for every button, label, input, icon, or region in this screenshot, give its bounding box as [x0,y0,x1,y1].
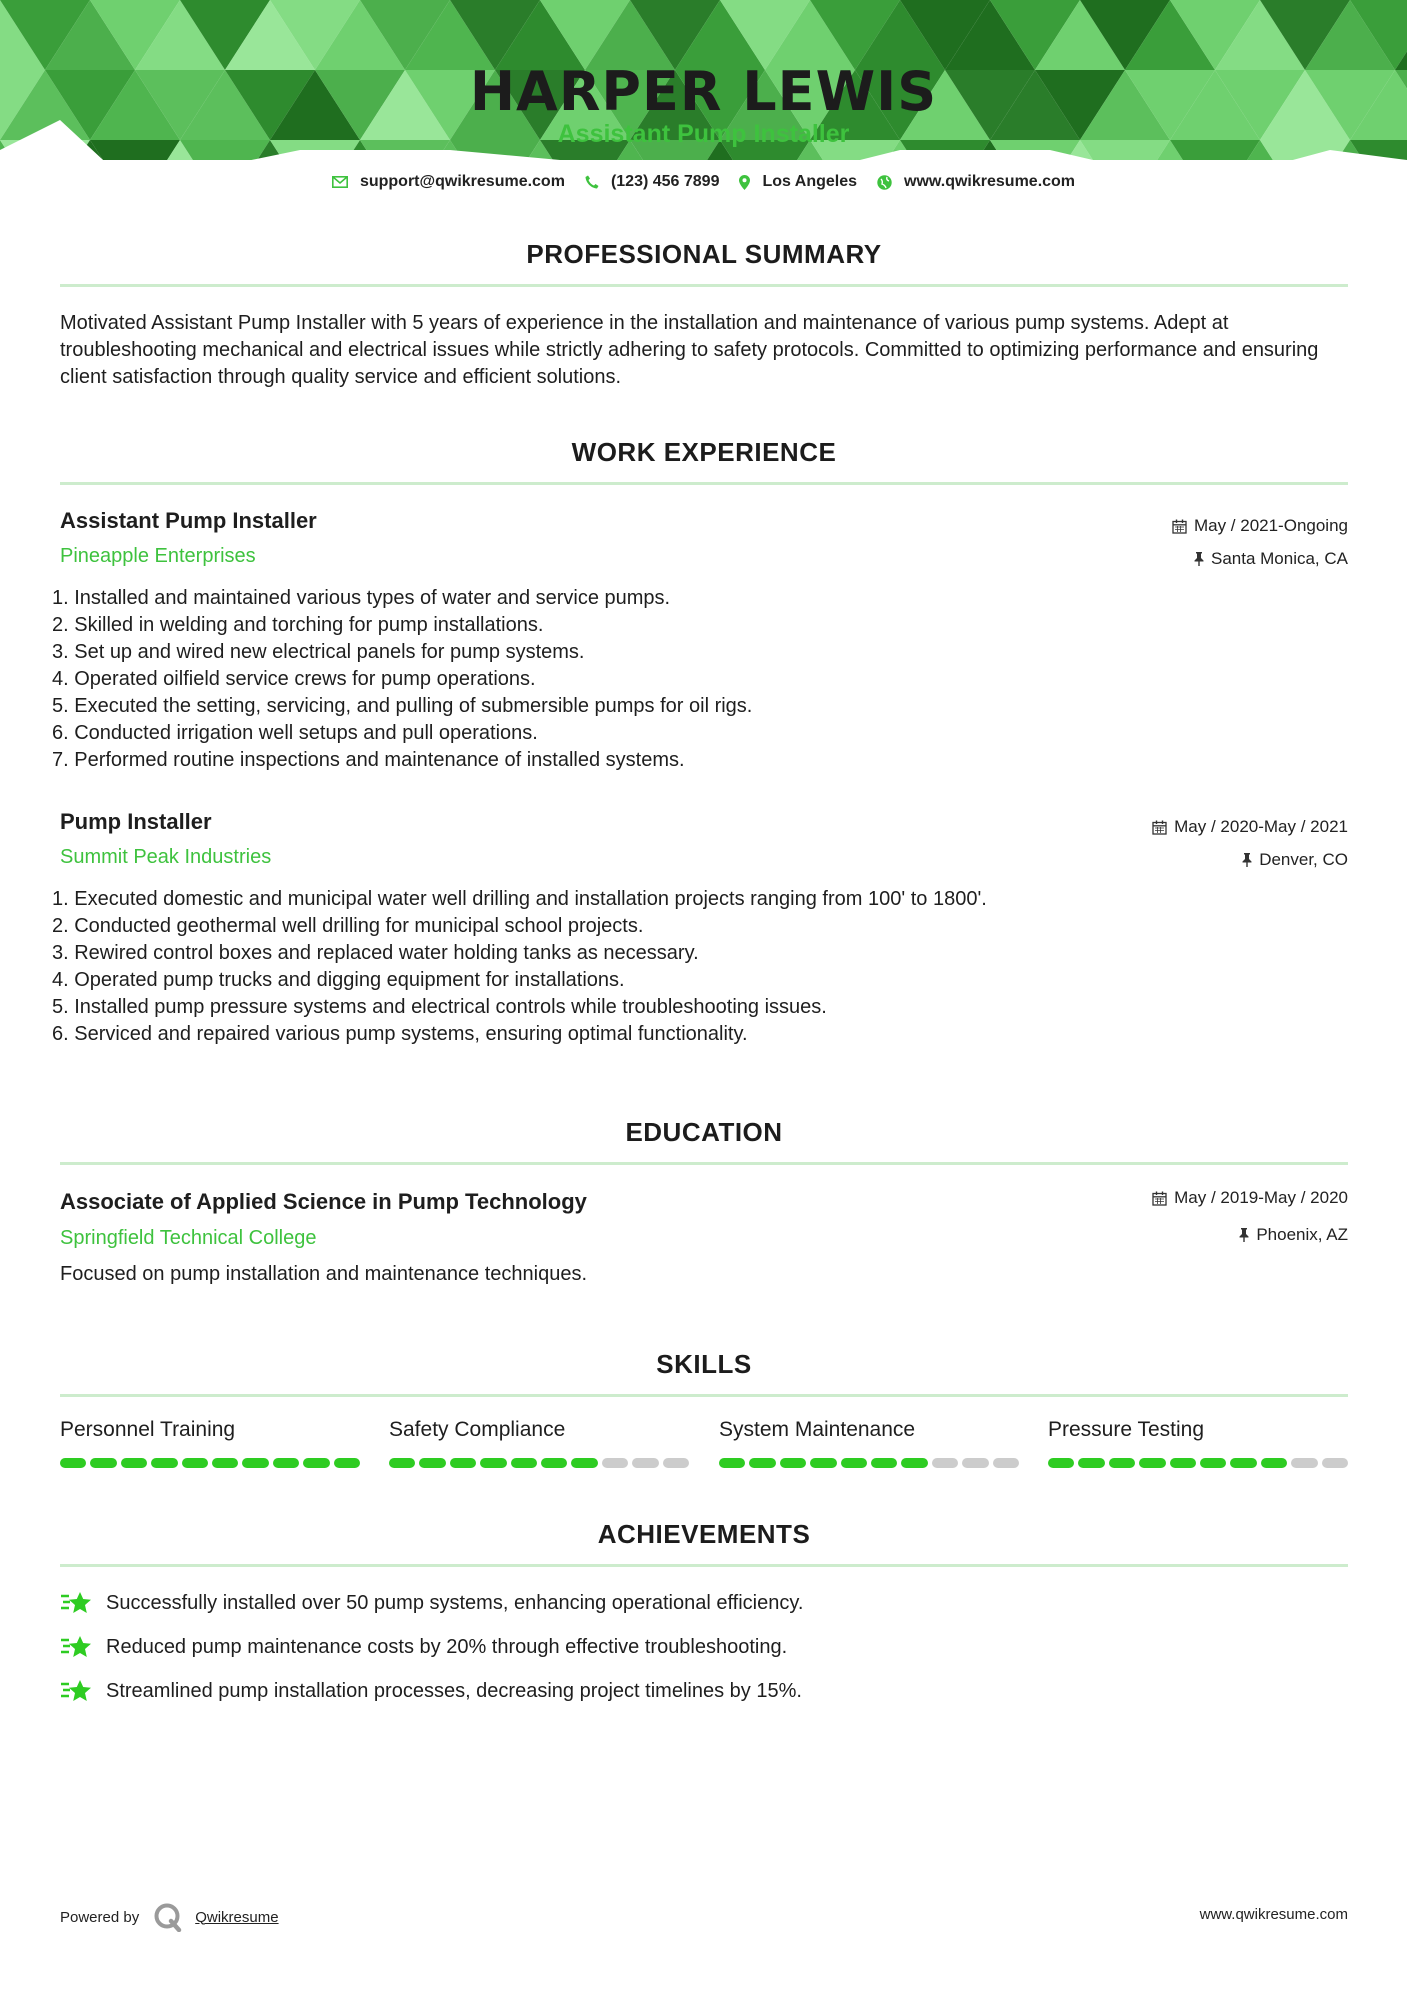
achievement-text: Streamlined pump installation processes, decreasing project timelines by 15%. [106,1679,802,1702]
skill-level-segment [511,1458,537,1468]
contact-phone-text: (123) 456 7899 [610,173,720,190]
skill-level-segment [182,1458,208,1468]
skill-name: Safety Compliance [389,1418,566,1441]
skill-level-segment [541,1458,567,1468]
job-dates-text: May / 2021-Ongoing [1193,516,1348,535]
skill-level-segment [962,1458,988,1468]
list-item: 3. Rewired control boxes and replaced water holding tanks as necessary. [52,942,699,964]
achievement-text: Reduced pump maintenance costs by 20% through effective troubleshooting. [106,1635,788,1658]
achievement-item [60,1634,787,1660]
skill-level-segment [1139,1458,1165,1468]
skill-level-segment [1261,1458,1287,1468]
contact-email-text: support@qwikresume.com [359,173,565,190]
calendar-icon [1152,1191,1167,1206]
skills-heading: SKILLS [656,1349,752,1379]
achievement-item [60,1678,802,1704]
footer-powered-by [60,1902,279,1932]
experience-rule [60,482,1348,485]
skill-level-segment [1109,1458,1135,1468]
pin-icon [1194,552,1204,566]
skill-level-segment [151,1458,177,1468]
skill-level-bar [60,1458,360,1468]
skill-level-segment [90,1458,116,1468]
list-item: 6. Conducted irrigation well setups and pull operations. [52,722,538,744]
skill-level-segment [60,1458,86,1468]
skill-name: System Maintenance [719,1418,916,1441]
skill-level-segment [901,1458,927,1468]
star-icon [60,1634,94,1660]
phone-icon [585,175,599,189]
experience-heading: WORK EXPERIENCE [571,437,837,467]
candidate-name: HARPER LEWIS [469,60,938,123]
skill-level-segment [1291,1458,1317,1468]
map-marker-icon [739,175,750,190]
contact-website[interactable] [877,173,1075,191]
skill-level-segment [450,1458,476,1468]
job-location-text: Santa Monica, CA [1210,549,1348,568]
list-item: 4. Operated pump trucks and digging equipment for installations. [52,969,625,991]
skill-level-segment [121,1458,147,1468]
achievement-item [60,1590,803,1616]
skill-level-segment [1230,1458,1256,1468]
skill-level-bar [389,1458,689,1468]
envelope-icon [332,176,348,188]
powered-by-label: Powered by [60,1908,140,1926]
education-heading: EDUCATION [625,1117,783,1147]
contact-location [739,173,857,191]
list-item: 2. Conducted geothermal well drilling for municipal school projects. [52,915,644,937]
skill-level-segment [663,1458,689,1468]
job-bullets [52,886,987,1048]
education-description: Focused on pump installation and maintenance techniques. [60,1263,588,1285]
skill-item [389,1418,689,1468]
skill-level-segment [303,1458,329,1468]
skill-level-segment [571,1458,597,1468]
skill-level-segment [993,1458,1019,1468]
skill-level-segment [389,1458,415,1468]
pin-icon [1242,853,1252,867]
skill-item [1048,1418,1348,1468]
skill-level-segment [749,1458,775,1468]
skills-rule [60,1394,1348,1397]
list-item: 6. Serviced and repaired various pump systems, ensuring optimal functionality. [52,1023,748,1045]
skill-level-segment [780,1458,806,1468]
qwikresume-link[interactable]: Qwikresume [195,1908,279,1926]
skill-level-segment [273,1458,299,1468]
contact-email[interactable] [332,173,565,191]
skill-level-segment [602,1458,628,1468]
skill-level-segment [1322,1458,1348,1468]
contact-bar [0,173,1407,191]
contact-location-text: Los Angeles [762,173,858,190]
job-company: Pineapple Enterprises [60,545,256,567]
skill-item [60,1418,360,1468]
skill-level-segment [719,1458,745,1468]
list-item: 5. Installed pump pressure systems and electrical controls while troubleshooting issues. [52,996,827,1018]
qwikresume-logo-icon [153,1902,183,1932]
job-dates [1172,516,1348,536]
skill-name: Pressure Testing [1048,1418,1205,1441]
summary-rule [60,284,1348,287]
skill-level-segment [871,1458,897,1468]
skill-level-segment [1048,1458,1074,1468]
list-item: 2. Skilled in welding and torching for pump installations. [52,614,544,636]
skill-level-segment [1170,1458,1196,1468]
job-company: Summit Peak Industries [60,846,272,868]
skill-level-segment [480,1458,506,1468]
skill-level-bar [719,1458,1019,1468]
contact-phone[interactable] [585,173,720,191]
skill-level-segment [841,1458,867,1468]
education-location [1239,1225,1348,1245]
education-school: Springfield Technical College [60,1227,317,1249]
footer-website[interactable]: www.qwikresume.com [1199,1906,1348,1923]
summary-heading: PROFESSIONAL SUMMARY [526,239,882,269]
list-item: 3. Set up and wired new electrical panels for pump systems. [52,641,585,663]
star-icon [60,1590,94,1616]
achievements-rule [60,1564,1348,1567]
skill-name: Personnel Training [60,1418,236,1441]
skill-level-segment [334,1458,360,1468]
skill-item [719,1418,1019,1468]
job-location-text: Denver, CO [1259,850,1348,869]
education-dates [1152,1188,1348,1208]
list-item: 4. Operated oilfield service crews for pump operations. [52,668,536,690]
job-title: Assistant Pump Installer [557,120,850,148]
skill-level-segment [932,1458,958,1468]
achievements-heading: ACHIEVEMENTS [597,1519,811,1549]
skill-level-segment [1078,1458,1104,1468]
job-role: Assistant Pump Installer [60,508,317,533]
skill-level-segment [419,1458,445,1468]
star-icon [60,1678,94,1704]
job-dates-text: May / 2020-May / 2021 [1174,817,1348,836]
education-degree: Associate of Applied Science in Pump Technology [60,1189,587,1214]
job-role: Pump Installer [60,809,212,834]
job-location [1242,850,1348,870]
skill-level-segment [212,1458,238,1468]
contact-website-text: www.qwikresume.com [904,173,1076,190]
skill-level-segment [810,1458,836,1468]
summary-text: Motivated Assistant Pump Installer with 5 years of experience in the installation and maintenance of various pump systems. Adept at troubleshooting mechanical and electrical issues while strictly adhering to safety protocols. Committed to optimizing performance and ensuring client satisfaction through quality service and efficient solutions. [60,312,1319,388]
skill-level-segment [1200,1458,1226,1468]
calendar-icon [1172,519,1187,534]
list-item: 7. Performed routine inspections and maintenance of installed systems. [52,749,685,771]
list-item: 1. Executed domestic and municipal water well drilling and installation projects ranging from 100' to 1800'. [52,888,987,910]
globe-icon [877,175,892,190]
job-dates [1152,817,1348,837]
skill-level-segment [632,1458,658,1468]
skill-level-bar [1048,1458,1348,1468]
list-item: 1. Installed and maintained various types of water and service pumps. [52,587,671,609]
job-bullets [52,585,752,774]
achievement-text: Successfully installed over 50 pump systems, enhancing operational efficiency. [106,1591,804,1614]
calendar-icon [1152,820,1167,835]
education-location-text: Phoenix, AZ [1256,1225,1348,1244]
pin-icon [1239,1228,1249,1242]
skill-level-segment [242,1458,268,1468]
job-location [1194,549,1348,569]
education-dates-text: May / 2019-May / 2020 [1174,1188,1348,1207]
list-item: 5. Executed the setting, servicing, and pulling of submersible pumps for oil rigs. [52,695,753,717]
education-rule [60,1162,1348,1165]
